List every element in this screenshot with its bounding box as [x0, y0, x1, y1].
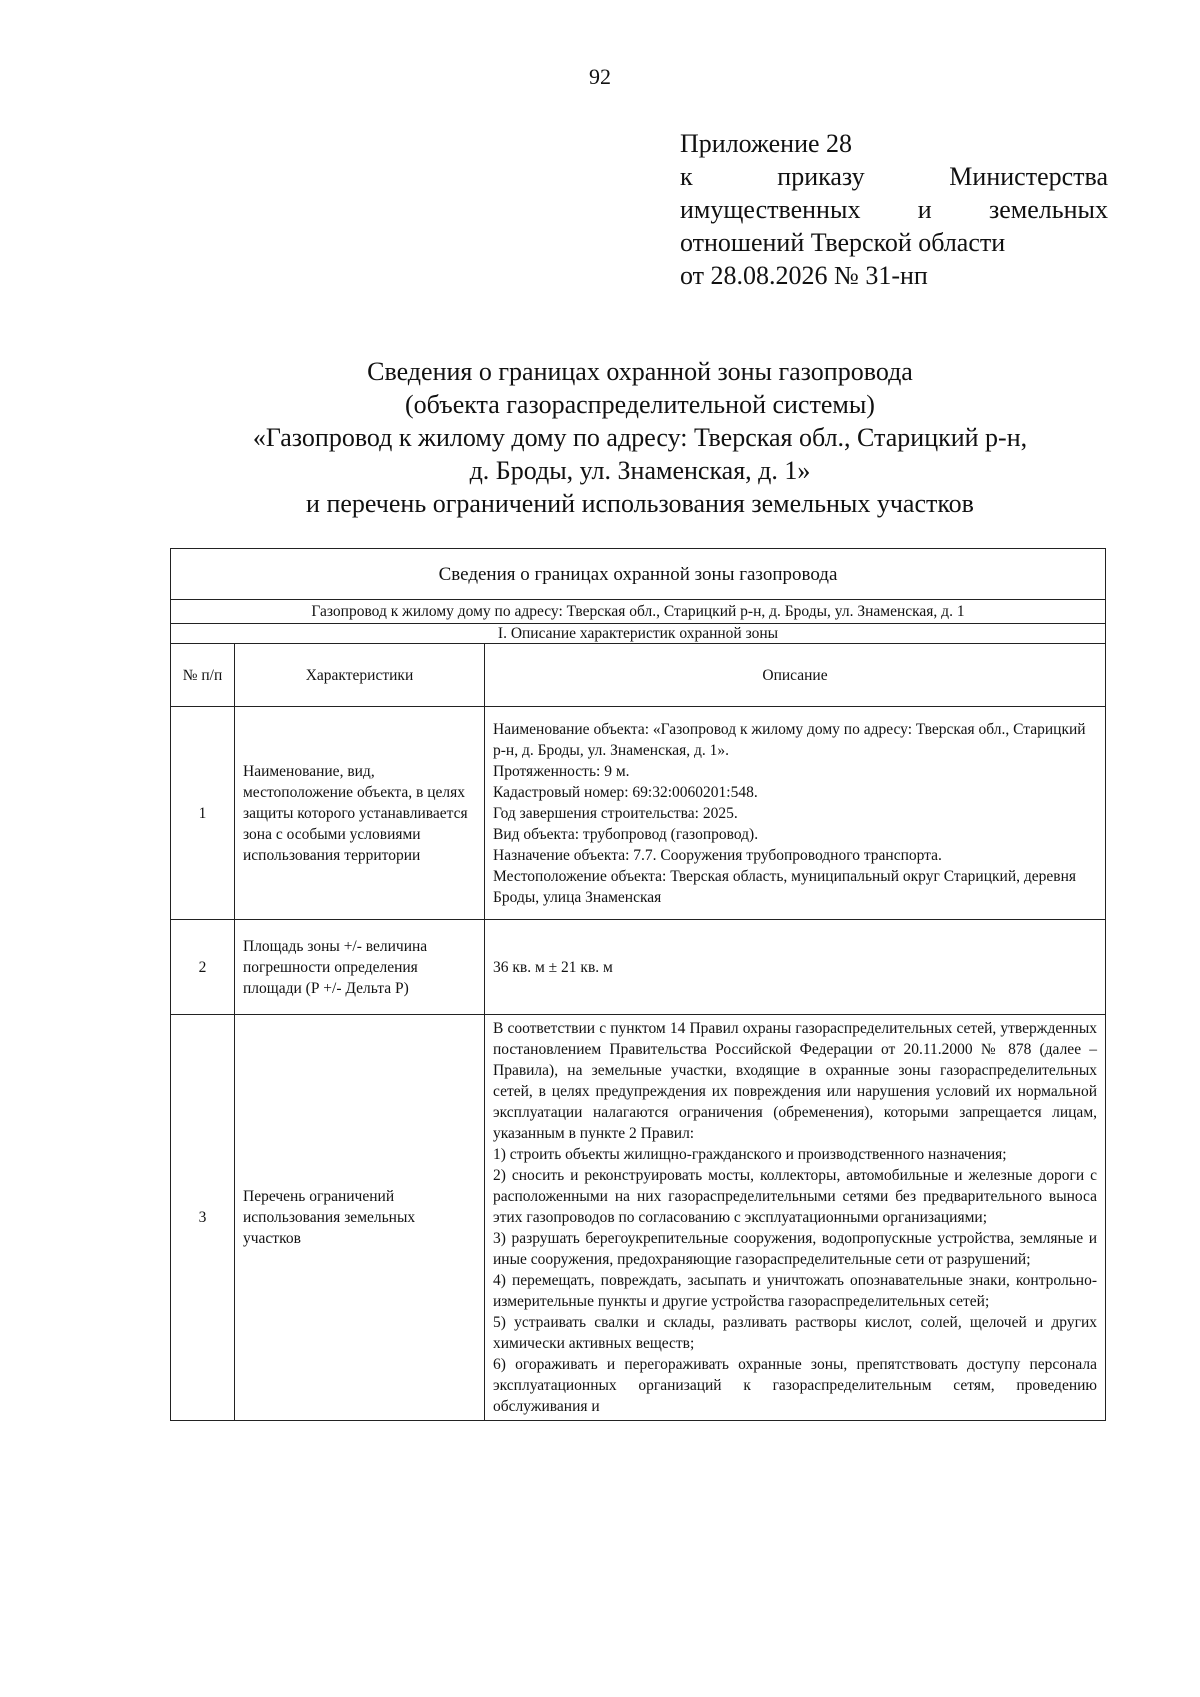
row-description: 36 кв. м ± 21 кв. м	[485, 920, 1106, 1015]
description-line: Год завершения строительства: 2025.	[493, 804, 738, 822]
row-number: 2	[171, 920, 235, 1015]
table-row	[171, 920, 1106, 1015]
table-row	[171, 1015, 1106, 1421]
row-characteristic: Наименование, вид, местоположение объекта, в целях защиты которого устанавливается зона с особыми условиями использования территории	[235, 707, 485, 920]
column-header-characteristics: Характеристики	[235, 644, 485, 707]
row-description	[485, 707, 1106, 920]
title-line: «Газопровод к жилому дому по адресу: Тверская обл., Старицкий р-н,	[252, 423, 1028, 452]
column-header-description: Описание	[485, 644, 1106, 707]
description-line: Вид объекта: трубопровод (газопровод).	[493, 825, 759, 843]
row-number: 1	[171, 707, 235, 920]
page-number: 92	[589, 64, 611, 89]
table-section-header: I. Описание характеристик охранной зоны	[171, 624, 1106, 644]
table-row	[171, 707, 1106, 920]
title-line: д. Броды, ул. Знаменская, д. 1»	[469, 456, 811, 485]
title-line: и перечень ограничений использования земельных участков	[306, 489, 974, 518]
row-description	[485, 1015, 1106, 1421]
description-paragraph: В соответствии с пунктом 14 Правил охраны газораспределительных сетей, утвержденных постановлением Правительства Российской Федерации от 20.11.2000 № 878 (далее – Правила), на земельные участки, входящие в охранные зоны газораспределительных сетей, в целях предупреждения их повреждения или нарушения условий их нормальной эксплуатации налагаются ограничения (обременения), которыми запрещается лицам, указанным в пункте 2 Правил:	[493, 1020, 1097, 1142]
description-line: Местоположение объекта: Тверская область, муниципальный округ Старицкий, деревня Броды, улица Знаменская	[493, 867, 1077, 906]
row-characteristic: Площадь зоны +/- величина погрешности определения площади (Р +/- Дельта Р)	[235, 920, 485, 1015]
zone-info-table	[170, 548, 1106, 1421]
appendix-line: Приложение 28	[680, 129, 853, 158]
table-main-header: Сведения о границах охранной зоны газопровода	[171, 549, 1106, 600]
description-line: Протяженность: 9 м.	[493, 762, 630, 780]
description-paragraph: 1) строить объекты жилищно-гражданского и производственного назначения;	[493, 1146, 1007, 1163]
title-line: Сведения о границах охранной зоны газопровода	[367, 357, 913, 386]
row-number: 3	[171, 1015, 235, 1421]
description-paragraph: 4) перемещать, повреждать, засыпать и уничтожать опознавательные знаки, контрольно-измерительные пункты и другие устройства газораспределительных сетей;	[493, 1272, 1097, 1310]
column-header-num: № п/п	[171, 644, 235, 707]
document-title	[140, 355, 1140, 520]
description-paragraph: 5) устраивать свалки и склады, разливать растворы кислот, солей, щелочей и других химически активных веществ;	[493, 1314, 1097, 1352]
row-characteristic: Перечень ограничений использования земельных участков	[235, 1015, 485, 1421]
description-line: Назначение объекта: 7.7. Сооружения трубопроводного транспорта.	[493, 846, 942, 864]
appendix-line: к приказу Министерства	[680, 162, 1108, 191]
description-paragraph: 2) сносить и реконструировать мосты, коллекторы, автомобильные и железные дороги с расположенными на них газораспределительными сетями без предварительного выноса этих газопроводов по согласованию с эксплуатационными организациями;	[493, 1167, 1097, 1226]
appendix-line: имущественных и земельных	[680, 195, 1108, 224]
appendix-line: от 28.08.2026 № 31-нп	[680, 261, 928, 290]
table-object-header: Газопровод к жилому дому по адресу: Тверская обл., Старицкий р-н, д. Броды, ул. Знаменская, д. 1	[171, 600, 1106, 624]
description-paragraph: 3) разрушать берегоукрепительные сооружения, водопропускные устройства, земляные и иные сооружения, предохраняющие газораспределительные сети от разрушений;	[493, 1230, 1097, 1268]
description-line: Наименование объекта: «Газопровод к жилому дому по адресу: Тверская обл., Старицкий р-н, д. Броды, ул. Знаменская, д. 1».	[493, 720, 1086, 759]
appendix-block	[680, 127, 1108, 292]
description-line: Кадастровый номер: 69:32:0060201:548.	[493, 783, 758, 801]
appendix-line: отношений Тверской области	[680, 228, 1006, 257]
description-paragraph: 6) огораживать и перегораживать охранные зоны, препятствовать доступу персонала эксплуатационных организаций к газораспределительным сетям, проведению обслуживания и	[493, 1356, 1097, 1415]
title-line: (объекта газораспределительной системы)	[405, 390, 875, 419]
